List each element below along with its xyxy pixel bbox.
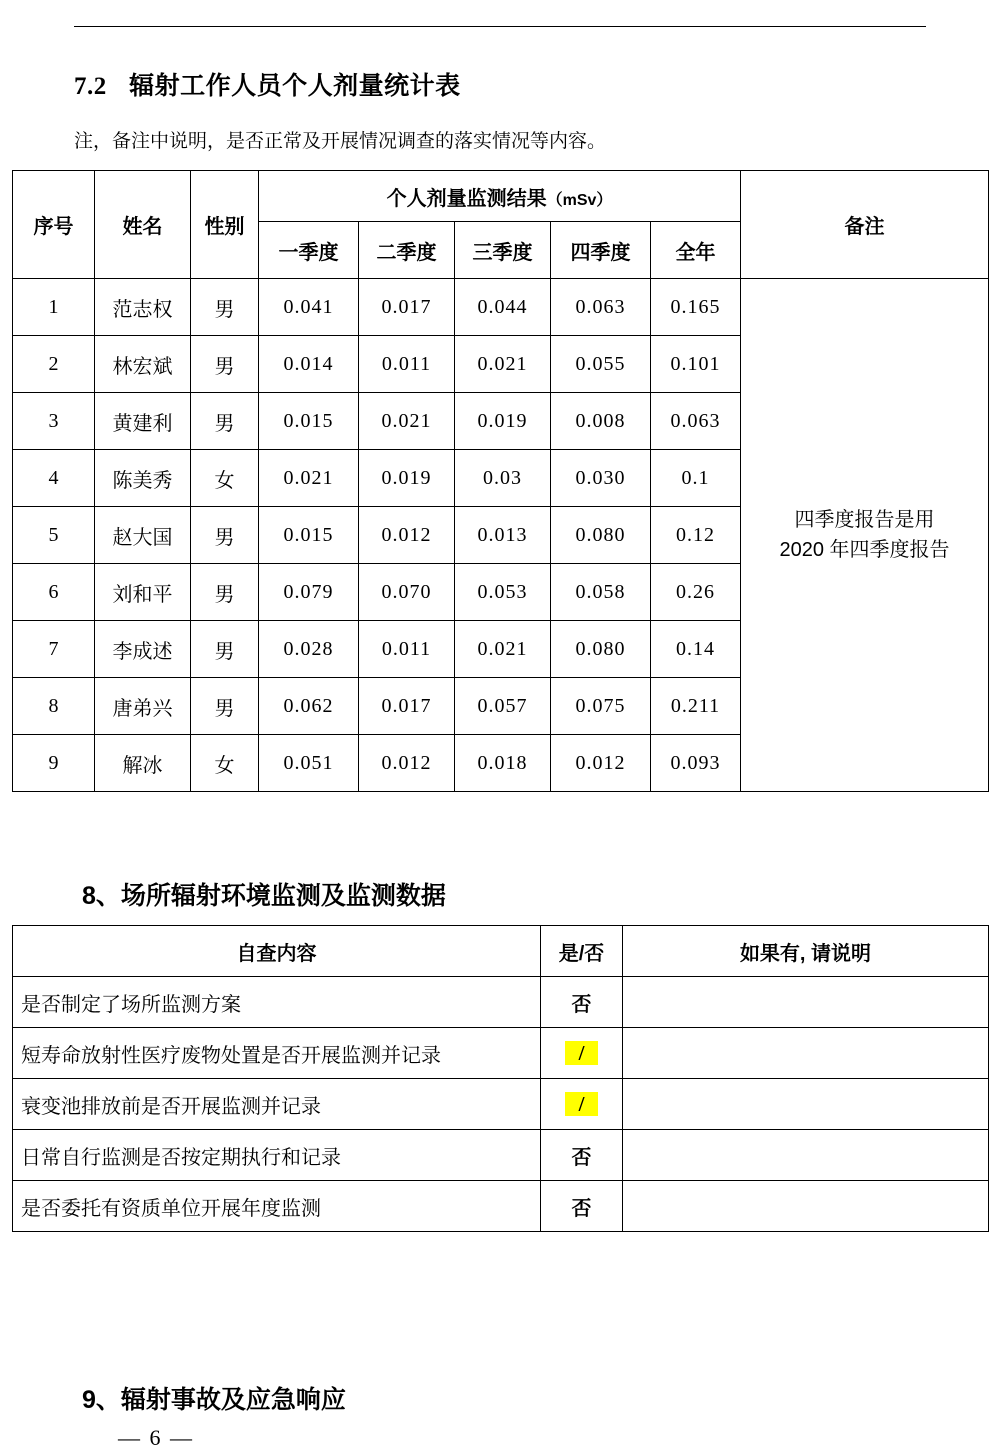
table-row [13, 1181, 989, 1232]
header-rule [74, 26, 926, 27]
personal-dose-table [12, 170, 989, 792]
cell-selfcheck-answer: 否 [541, 1130, 623, 1181]
cell-q4: 0.030 [551, 450, 651, 507]
cell-q3: 0.021 [455, 336, 551, 393]
cell-year: 0.093 [651, 735, 741, 792]
cell-q1: 0.021 [259, 450, 359, 507]
cell-sex: 男 [191, 621, 259, 678]
header-q4: 四季度 [551, 222, 651, 279]
cell-name: 陈美秀 [95, 450, 191, 507]
cell-index: 5 [13, 507, 95, 564]
cell-q2: 0.017 [359, 678, 455, 735]
cell-q2: 0.011 [359, 621, 455, 678]
cell-sex: 男 [191, 678, 259, 735]
cell-selfcheck-explain [623, 1181, 989, 1232]
cell-selfcheck-item: 短寿命放射性医疗废物处置是否开展监测并记录 [13, 1028, 541, 1079]
cell-q3: 0.013 [455, 507, 551, 564]
cell-year: 0.26 [651, 564, 741, 621]
cell-sex: 女 [191, 450, 259, 507]
cell-name: 解冰 [95, 735, 191, 792]
remark-line-2: 2020 年四季度报告 [779, 539, 950, 561]
table-row [13, 279, 989, 336]
cell-selfcheck-answer [541, 1079, 623, 1130]
header-q2: 二季度 [359, 222, 455, 279]
cell-index: 7 [13, 621, 95, 678]
cell-q1: 0.051 [259, 735, 359, 792]
cell-q4: 0.063 [551, 279, 651, 336]
cell-year: 0.1 [651, 450, 741, 507]
cell-index: 2 [13, 336, 95, 393]
cell-selfcheck-answer [541, 1028, 623, 1079]
cell-q4: 0.080 [551, 621, 651, 678]
answer-highlight: / [565, 1092, 599, 1116]
section-8-title: 8、场所辐射环境监测及监测数据 [82, 882, 446, 910]
header-selfcheck-answer: 是/否 [541, 926, 623, 977]
cell-sex: 男 [191, 564, 259, 621]
cell-index: 8 [13, 678, 95, 735]
cell-selfcheck-item: 日常自行监测是否按定期执行和记录 [13, 1130, 541, 1181]
site-monitoring-selfcheck-table [12, 925, 989, 1232]
cell-q3: 0.053 [455, 564, 551, 621]
cell-q2: 0.070 [359, 564, 455, 621]
cell-q1: 0.041 [259, 279, 359, 336]
cell-year: 0.14 [651, 621, 741, 678]
cell-year: 0.211 [651, 678, 741, 735]
cell-year: 0.165 [651, 279, 741, 336]
cell-selfcheck-item: 是否制定了场所监测方案 [13, 977, 541, 1028]
cell-name: 唐弟兴 [95, 678, 191, 735]
cell-selfcheck-item: 是否委托有资质单位开展年度监测 [13, 1181, 541, 1232]
cell-name: 李成述 [95, 621, 191, 678]
header-q1: 一季度 [259, 222, 359, 279]
cell-q1: 0.014 [259, 336, 359, 393]
header-index: 序号 [13, 171, 95, 279]
cell-q3: 0.018 [455, 735, 551, 792]
cell-q1: 0.015 [259, 507, 359, 564]
cell-sex: 男 [191, 279, 259, 336]
cell-index: 6 [13, 564, 95, 621]
cell-index: 1 [13, 279, 95, 336]
cell-remark [741, 279, 989, 792]
cell-q4: 0.075 [551, 678, 651, 735]
cell-selfcheck-answer: 否 [541, 1181, 623, 1232]
table-header-row-1 [13, 171, 989, 222]
page-number: — 6 — [118, 1425, 194, 1450]
cell-name: 刘和平 [95, 564, 191, 621]
cell-q4: 0.080 [551, 507, 651, 564]
header-dose-group-unit: （mSv） [546, 191, 613, 209]
cell-index: 3 [13, 393, 95, 450]
cell-q1: 0.079 [259, 564, 359, 621]
cell-q2: 0.019 [359, 450, 455, 507]
cell-q3: 0.057 [455, 678, 551, 735]
cell-q3: 0.03 [455, 450, 551, 507]
cell-q2: 0.017 [359, 279, 455, 336]
cell-q2: 0.012 [359, 735, 455, 792]
cell-selfcheck-answer: 否 [541, 977, 623, 1028]
cell-q4: 0.055 [551, 336, 651, 393]
table-row [13, 1130, 989, 1181]
cell-q1: 0.028 [259, 621, 359, 678]
cell-name: 林宏斌 [95, 336, 191, 393]
header-sex: 性别 [191, 171, 259, 279]
cell-q4: 0.008 [551, 393, 651, 450]
cell-sex: 男 [191, 336, 259, 393]
answer-highlight: / [565, 1041, 599, 1065]
cell-q2: 0.012 [359, 507, 455, 564]
table-row [13, 1028, 989, 1079]
cell-q3: 0.021 [455, 621, 551, 678]
remark-line-1: 四季度报告是用 [794, 509, 935, 531]
cell-q1: 0.062 [259, 678, 359, 735]
cell-q2: 0.011 [359, 336, 455, 393]
section-7-2-title-text: 辐射工作人员个人剂量统计表 [129, 72, 461, 100]
cell-q1: 0.015 [259, 393, 359, 450]
section-7-2-number: 7.2 [74, 73, 107, 100]
cell-q2: 0.021 [359, 393, 455, 450]
cell-selfcheck-explain [623, 1130, 989, 1181]
section-7-2-title [74, 66, 461, 102]
cell-year: 0.101 [651, 336, 741, 393]
cell-sex: 男 [191, 393, 259, 450]
cell-selfcheck-item: 衰变池排放前是否开展监测并记录 [13, 1079, 541, 1130]
table-header-row [13, 926, 989, 977]
cell-year: 0.12 [651, 507, 741, 564]
table-row [13, 1079, 989, 1130]
cell-name: 范志权 [95, 279, 191, 336]
cell-sex: 男 [191, 507, 259, 564]
cell-name: 赵大国 [95, 507, 191, 564]
header-selfcheck-item: 自查内容 [13, 926, 541, 977]
header-remark: 备注 [741, 171, 989, 279]
cell-index: 4 [13, 450, 95, 507]
header-name: 姓名 [95, 171, 191, 279]
section-9-title: 9、辐射事故及应急响应 [82, 1386, 346, 1414]
header-selfcheck-explain: 如果有, 请说明 [623, 926, 989, 977]
header-dose-group-main: 个人剂量监测结果 [386, 187, 547, 210]
cell-q4: 0.012 [551, 735, 651, 792]
cell-selfcheck-explain [623, 1028, 989, 1079]
cell-sex: 女 [191, 735, 259, 792]
cell-q3: 0.044 [455, 279, 551, 336]
cell-year: 0.063 [651, 393, 741, 450]
cell-selfcheck-explain [623, 1079, 989, 1130]
section-7-2-note: 注，备注中说明，是否正常及开展情况调查的落实情况等内容。 [74, 131, 607, 152]
cell-selfcheck-explain [623, 977, 989, 1028]
cell-index: 9 [13, 735, 95, 792]
header-dose-group [259, 171, 741, 222]
header-year: 全年 [651, 222, 741, 279]
cell-name: 黄建利 [95, 393, 191, 450]
cell-q3: 0.019 [455, 393, 551, 450]
table-row [13, 977, 989, 1028]
cell-q4: 0.058 [551, 564, 651, 621]
header-q3: 三季度 [455, 222, 551, 279]
